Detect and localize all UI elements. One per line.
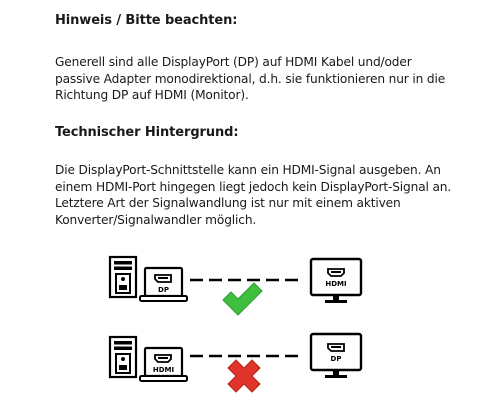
dp-port-icon bbox=[155, 275, 171, 282]
diagram-row-hdmi-to-dp bbox=[110, 334, 361, 392]
pc-tower-icon bbox=[110, 337, 136, 377]
laptop-icon bbox=[140, 348, 187, 381]
cross-icon bbox=[228, 360, 260, 392]
technical-line: Konverter/Signalwandler möglich. bbox=[55, 212, 257, 227]
technical-line: Die DisplayPort-Schnittstelle kann ein HDMI-Signal ausgeben. An bbox=[55, 163, 441, 177]
notice-paragraph bbox=[55, 54, 455, 104]
hdmi-port-icon bbox=[155, 355, 171, 362]
laptop-icon bbox=[140, 268, 187, 301]
technical-paragraph bbox=[55, 162, 465, 228]
hdmi-port-icon bbox=[328, 269, 344, 276]
diagram-row-dp-to-hdmi bbox=[110, 257, 361, 315]
technical-line: einem HDMI-Port hingegen liegt jedoch kein DisplayPort-Signal an. bbox=[55, 179, 452, 194]
notice-line: Generell sind alle DisplayPort (DP) auf HDMI Kabel und/oder bbox=[55, 55, 412, 69]
source-port-label: DP bbox=[158, 286, 169, 294]
target-port-label: HDMI bbox=[325, 280, 347, 288]
checkmark-icon bbox=[223, 283, 262, 315]
target-port-label: DP bbox=[330, 355, 342, 363]
source-port-label: HDMI bbox=[152, 366, 175, 374]
technical-heading: Technischer Hintergrund: bbox=[55, 125, 239, 140]
pc-tower-icon bbox=[110, 257, 136, 297]
dp-port-icon bbox=[328, 344, 344, 351]
notice-heading: Hinweis / Bitte beachten: bbox=[55, 13, 238, 28]
technical-line: Letztere Art der Signalwandlung ist nur mit einem aktiven bbox=[55, 196, 401, 210]
notice-line: Richtung DP auf HDMI (Monitor). bbox=[55, 88, 249, 102]
notice-line: passive Adapter monodirektional, d.h. sie funktionieren nur in die bbox=[55, 71, 446, 86]
